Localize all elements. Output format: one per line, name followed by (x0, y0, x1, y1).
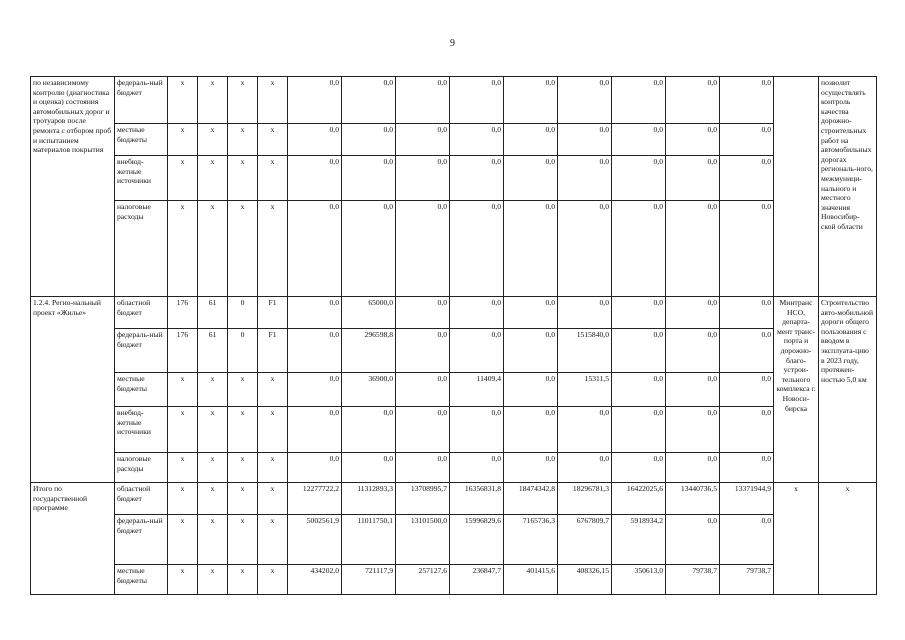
amount-cell: 12277722,2 (288, 483, 342, 515)
amount-cell: 0,0 (612, 453, 666, 483)
amount-cell: 350613,0 (612, 565, 666, 595)
funding-source: федераль-ный бюджет (115, 515, 168, 565)
code-cell: х (258, 373, 288, 407)
amount-cell: 0,0 (666, 201, 720, 297)
code-cell: 61 (198, 297, 228, 329)
code-cell: х (258, 124, 288, 156)
code-cell: х (168, 77, 198, 124)
code-cell: 176 (168, 329, 198, 373)
amount-cell: 7165736,3 (504, 515, 558, 565)
code-cell: 0 (228, 329, 258, 373)
amount-cell: 0,0 (666, 156, 720, 201)
amount-cell: 721117,9 (342, 565, 396, 595)
amount-cell: 1515840,0 (558, 329, 612, 373)
amount-cell: 0,0 (450, 124, 504, 156)
code-cell: х (228, 453, 258, 483)
amount-cell: 0,0 (288, 329, 342, 373)
amount-cell: 0,0 (720, 515, 774, 565)
amount-cell: 5918934,2 (612, 515, 666, 565)
funding-source: местные бюджеты (115, 373, 168, 407)
amount-cell: 0,0 (720, 407, 774, 453)
code-cell: х (168, 453, 198, 483)
amount-cell: 0,0 (558, 201, 612, 297)
code-cell: х (228, 156, 258, 201)
section-title: по независимому контролю (диагностика и оценка) состояния автомобильных дорог и тротуаров после ремонта с отбором проб и испытанием материалов покрытия (31, 77, 115, 297)
amount-cell: 236847,7 (450, 565, 504, 595)
code-cell: х (198, 77, 228, 124)
funding-source: местные бюджеты (115, 565, 168, 595)
amount-cell: 434202,0 (288, 565, 342, 595)
amount-cell: 257127,6 (396, 565, 450, 595)
amount-cell: 0,0 (612, 373, 666, 407)
code-cell: х (258, 201, 288, 297)
result-cell: Строительство авто-мобильной дороги общего пользования с вводом в эксплуата-цию в 2023 году, протяжен-ностью 5,0 км (819, 297, 877, 483)
amount-cell: 11409,4 (450, 373, 504, 407)
code-cell: х (228, 373, 258, 407)
amount-cell: 296598,8 (342, 329, 396, 373)
amount-cell: 0,0 (450, 156, 504, 201)
code-cell: х (228, 201, 258, 297)
amount-cell: 15996829,6 (450, 515, 504, 565)
code-cell: х (228, 515, 258, 565)
amount-cell: 11312893,3 (342, 483, 396, 515)
code-cell: F1 (258, 329, 288, 373)
amount-cell: 0,0 (288, 373, 342, 407)
amount-cell: 0,0 (612, 297, 666, 329)
amount-cell: 0,0 (558, 297, 612, 329)
code-cell: х (168, 373, 198, 407)
amount-cell: 0,0 (288, 201, 342, 297)
executor-cell: х (774, 483, 819, 595)
amount-cell: 0,0 (666, 515, 720, 565)
code-cell: х (228, 124, 258, 156)
code-cell: х (168, 407, 198, 453)
code-cell: х (198, 565, 228, 595)
amount-cell: 0,0 (720, 201, 774, 297)
amount-cell: 15311,5 (558, 373, 612, 407)
amount-cell: 0,0 (396, 373, 450, 407)
amount-cell: 0,0 (612, 201, 666, 297)
page-number: 9 (450, 38, 455, 49)
table-row (31, 373, 877, 407)
amount-cell: 0,0 (666, 124, 720, 156)
executor-cell (774, 77, 819, 297)
table-row (31, 483, 877, 515)
amount-cell: 6767809,7 (558, 515, 612, 565)
amount-cell: 0,0 (288, 124, 342, 156)
amount-cell: 0,0 (504, 407, 558, 453)
amount-cell: 0,0 (666, 373, 720, 407)
amount-cell: 18296781,3 (558, 483, 612, 515)
amount-cell: 0,0 (450, 297, 504, 329)
amount-cell: 0,0 (288, 156, 342, 201)
code-cell: х (198, 453, 228, 483)
amount-cell: 0,0 (612, 77, 666, 124)
result-cell: позволит осуществлять контроль качества дорожно-строительных работ на автомобильных дорогах региональ-ного, межмуници-нального и местного значения Новосибир-ской области (819, 77, 877, 297)
code-cell: F1 (258, 297, 288, 329)
code-cell: х (168, 565, 198, 595)
amount-cell: 0,0 (450, 329, 504, 373)
amount-cell: 0,0 (720, 156, 774, 201)
amount-cell: 0,0 (666, 329, 720, 373)
amount-cell: 0,0 (558, 453, 612, 483)
code-cell: х (168, 156, 198, 201)
amount-cell: 401415,6 (504, 565, 558, 595)
section-title: Итого по государственной программе (31, 483, 115, 595)
amount-cell: 0,0 (342, 156, 396, 201)
amount-cell: 18474342,8 (504, 483, 558, 515)
amount-cell: 0,0 (666, 297, 720, 329)
amount-cell: 0,0 (450, 453, 504, 483)
amount-cell: 0,0 (504, 329, 558, 373)
amount-cell: 0,0 (504, 201, 558, 297)
executor-cell: Минтранс НСО, департа-мент транс-порта и дорожно-благо-устрои-тельного комплекса г. Новоси-бирска (774, 297, 819, 483)
amount-cell: 36900,0 (342, 373, 396, 407)
amount-cell: 0,0 (342, 201, 396, 297)
code-cell: х (258, 77, 288, 124)
code-cell: х (198, 407, 228, 453)
amount-cell: 0,0 (666, 453, 720, 483)
amount-cell: 0,0 (288, 453, 342, 483)
result-cell: х (819, 483, 877, 595)
amount-cell: 0,0 (558, 124, 612, 156)
amount-cell: 79738,7 (720, 565, 774, 595)
budget-table (30, 76, 877, 595)
amount-cell: 0,0 (666, 407, 720, 453)
amount-cell: 0,0 (504, 124, 558, 156)
amount-cell: 0,0 (720, 453, 774, 483)
amount-cell: 0,0 (720, 297, 774, 329)
code-cell: 176 (168, 297, 198, 329)
amount-cell: 0,0 (720, 77, 774, 124)
amount-cell: 0,0 (720, 373, 774, 407)
amount-cell: 0,0 (396, 329, 450, 373)
amount-cell: 11011750,1 (342, 515, 396, 565)
amount-cell: 0,0 (288, 407, 342, 453)
amount-cell: 13440736,5 (666, 483, 720, 515)
amount-cell: 408326,15 (558, 565, 612, 595)
amount-cell: 0,0 (504, 156, 558, 201)
amount-cell: 0,0 (558, 77, 612, 124)
table-row (31, 201, 877, 297)
amount-cell: 5002561,9 (288, 515, 342, 565)
amount-cell: 0,0 (720, 124, 774, 156)
amount-cell: 0,0 (612, 329, 666, 373)
funding-source: внебюд-жетные источники (115, 156, 168, 201)
funding-source: налоговые расходы (115, 201, 168, 297)
code-cell: х (258, 483, 288, 515)
table-row (31, 329, 877, 373)
table-row (31, 565, 877, 595)
funding-source: областной бюджет (115, 297, 168, 329)
code-cell: 61 (198, 329, 228, 373)
code-cell: х (198, 124, 228, 156)
funding-source: внебюд-жетные источники (115, 407, 168, 453)
amount-cell: 0,0 (504, 77, 558, 124)
code-cell: х (258, 156, 288, 201)
code-cell: х (168, 124, 198, 156)
amount-cell: 0,0 (450, 407, 504, 453)
code-cell: х (228, 565, 258, 595)
table-row (31, 156, 877, 201)
funding-source: местные бюджеты (115, 124, 168, 156)
table-row (31, 124, 877, 156)
code-cell: х (228, 77, 258, 124)
amount-cell: 0,0 (666, 77, 720, 124)
amount-cell: 13371944,9 (720, 483, 774, 515)
amount-cell: 65000,0 (342, 297, 396, 329)
code-cell: х (198, 483, 228, 515)
amount-cell: 0,0 (396, 297, 450, 329)
amount-cell: 0,0 (342, 124, 396, 156)
code-cell: х (198, 515, 228, 565)
amount-cell: 13101500,0 (396, 515, 450, 565)
amount-cell: 0,0 (504, 373, 558, 407)
code-cell: х (168, 515, 198, 565)
amount-cell: 16422025,6 (612, 483, 666, 515)
code-cell: х (258, 407, 288, 453)
code-cell: х (258, 515, 288, 565)
amount-cell: 0,0 (396, 124, 450, 156)
amount-cell: 0,0 (612, 407, 666, 453)
amount-cell: 0,0 (504, 297, 558, 329)
amount-cell: 0,0 (396, 201, 450, 297)
code-cell: х (198, 156, 228, 201)
code-cell: х (258, 453, 288, 483)
amount-cell: 0,0 (396, 77, 450, 124)
amount-cell: 0,0 (288, 77, 342, 124)
funding-source: областной бюджет (115, 483, 168, 515)
amount-cell: 0,0 (558, 407, 612, 453)
code-cell: х (168, 201, 198, 297)
amount-cell: 0,0 (612, 124, 666, 156)
table-row (31, 297, 877, 329)
code-cell: 0 (228, 297, 258, 329)
amount-cell: 16356831,8 (450, 483, 504, 515)
funding-source: федераль-ный бюджет (115, 329, 168, 373)
code-cell: х (198, 373, 228, 407)
code-cell: х (198, 201, 228, 297)
amount-cell: 0,0 (504, 453, 558, 483)
amount-cell: 0,0 (720, 329, 774, 373)
amount-cell: 0,0 (396, 407, 450, 453)
funding-source: налоговые расходы (115, 453, 168, 483)
table-row (31, 453, 877, 483)
amount-cell: 0,0 (396, 453, 450, 483)
code-cell: х (258, 565, 288, 595)
amount-cell: 0,0 (288, 297, 342, 329)
funding-source: федераль-ный бюджет (115, 77, 168, 124)
code-cell: х (228, 483, 258, 515)
table-row (31, 407, 877, 453)
amount-cell: 0,0 (342, 77, 396, 124)
code-cell: х (168, 483, 198, 515)
section-title: 1.2.4. Регио-нальный проект «Жилье» (31, 297, 115, 483)
amount-cell: 0,0 (342, 407, 396, 453)
amount-cell: 0,0 (558, 156, 612, 201)
table-row (31, 515, 877, 565)
amount-cell: 0,0 (342, 453, 396, 483)
amount-cell: 0,0 (612, 156, 666, 201)
table-row (31, 77, 877, 124)
amount-cell: 0,0 (450, 77, 504, 124)
amount-cell: 0,0 (450, 201, 504, 297)
amount-cell: 0,0 (396, 156, 450, 201)
amount-cell: 79738,7 (666, 565, 720, 595)
amount-cell: 13708995,7 (396, 483, 450, 515)
code-cell: х (228, 407, 258, 453)
